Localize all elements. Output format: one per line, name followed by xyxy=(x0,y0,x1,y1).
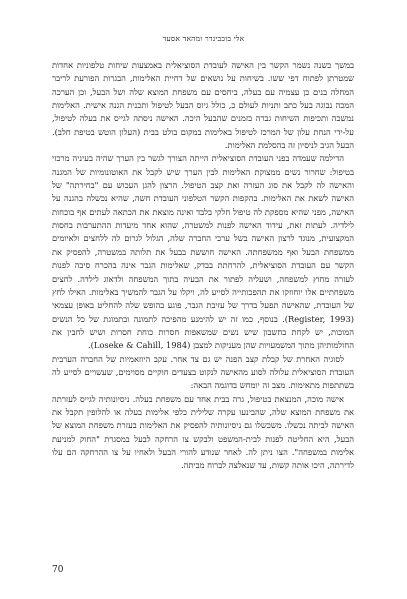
running-header: אלי בוכבינדר ומהאד אסעד xyxy=(162,34,245,43)
page-number: 70 xyxy=(52,565,64,575)
paragraph-4: אישה מוכה, המנצאת בטיפול, גרה בבית אחד עם משפחת בעלה. ניסיונותיה לגייס לעזרתה את משפחת המוצא שלה, שהבינעו עקרה שלילית כלפי אלימות בעלה או להלופין תקבל את האישה לביתה נכשלו. משכשלו גם ניסיונותיה להפסיק את האלימות בעזרת משפחת המוצא של הבעל, היא החליטה לפנות לבית-המשפט ולבקש צו הרחקה לבעל במסגרת "החוק למניעת אלימות במשפחה". הצו ניתן לה. לאחר שנודע להורי הבעל ולאחיו על צו ההרחקה הם עלו לדירתה, היכו אותה קשות, עד שנאלצה לברוח מביתה. xyxy=(52,393,354,471)
paragraph-1: במשך כשנה נשמר הקשר בין האישה לעובדת הסוציאלית באמצעות שיחות טלפוניות אחדות שמטרתן לפתוח דפי ששו. בשיחות על נושאים של דחיית האלימות, הבגרות הפורעת לריבר המחלה בנים כן עצמיה עם בעלה, ביחסים עם משפחת המוצא שלה ושל הבעל, וכן הערכה המכה נבוגה בעל כתב ותניות לעולם כ, כולל גיוס הבעל לטיפול ותכנית הגנה אישית. האלימות נמשכה ותכיפות השיחות גברה בזמנים שהבעל היכה. האישה ניסתה לגייס את בעלה לטיפול, על-ידי הנחת עלון של המרכז לטיפול באלימות במקום בולט בבית (העלון הוטש בטיפת חלב). הבעל הגיב לניסיון זה בהסלמת האלימות. xyxy=(52,60,354,151)
paragraph-3: לסוגיה האחרת של קבלת קצב הפנה יש גם צד אחר. עקב היוזאמיות של החברה הערבית העובדת הסוציאלית עלולה לסוע מהאישה לנקוט בצעדים חוקיים מסוימים, שעשויים לסייע לה בשתתפות מתאימות. מצב זה יומחש בדוגמה הבאה: xyxy=(52,353,354,391)
body-text xyxy=(52,59,354,473)
paragraph-2: הדילמה שעמדה בפני העובדת הסוציאלית הייתה הצורך לגשר בין הערך שהיה בעיניה מרכזי בטיפול: שחרור נשים ממצוקת האלימות לבין הערך שיש לקבל את האוטונומיות של המגנה והאישה לה לקבל את סוג העזרה ואת קצב הטיפול. הרצון להגן העכוש עם "בחירתה" של האישה לשאת את האלימות. בהקפות הקשר הטלפוני העובדת חשה, שהיא נכשלה בהגנה על האישה, מפני שהיא מספקת לה טיפול חלקי בלבד ואינה מוצאת את הכתאה לעתים אף בוכחות לילדיה. לעתות זאת, עידוד האישה לפנות למשטרה, שהוא אחד מיעדות ההתערבות בחסות המקצועית, מנוגד לרצון האישה בשל ערכי החברה שלה, הגלול לגרום לה ללחצים ולאיומים ממשפחת הבעל ואף ממשפחתה. האישה חוששת בבעל את תלותה במשטרה, להפסיק את הקשר עם העובדת הסוציאלית, להרחתת בבדק, שאלימות הגבר אינה בהכרח סיבה לפנות לעזרה מחוץ למשפחה, ושעליה לפתור את הבעיה בתוך המשפחה ולדאוג לילדה. לחצים משפחתיים אלו יוחוזקו את תהפכותייה לסייע לה, ויקלו על הגבר להמשיך באלימות. האילו לחץ של העובדת, שהאישה תפעל בדרך של עזיבת הגבר, פוגע בהופש שלה להחליט באופן עצמאי (Register, 1993). בנוסף, כמו זה יש להימנע מהפיכה לתמונה ובתמוגת של כל הנשים המוכות, יש לקחת בחשבון שיש נשים שמשאפות חסרות כוחת חסרות ושיש לחבין את החולמותיהן מתוך המשמעויות שהן מעניקות למצבן (Loseke & Cahill, 1984). xyxy=(52,153,354,351)
